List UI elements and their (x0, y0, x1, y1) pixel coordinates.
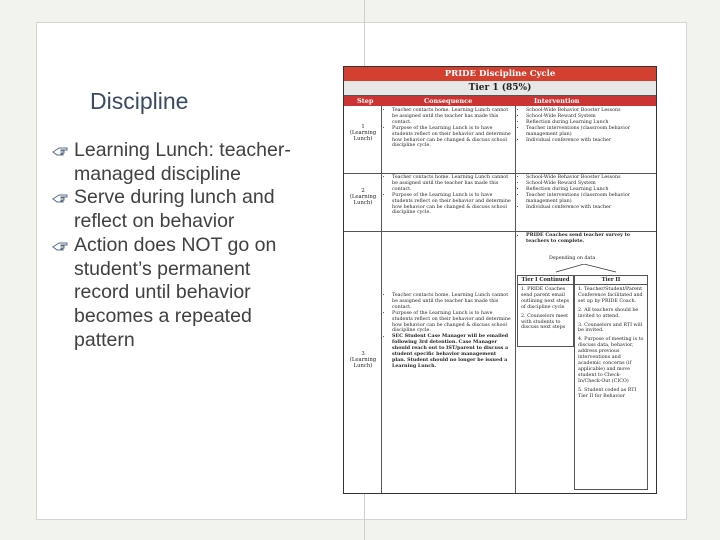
slide-title: Discipline (90, 88, 189, 114)
bullet-hand-icon (52, 145, 70, 156)
consequence-item: • Purpose of the Learning Lunch is to have students reflect on their behavior and determine how behavior can be changed & discuss school discipline cycle. (392, 126, 511, 150)
intervention-item: • Individual conference with teacher (526, 138, 653, 144)
tier2-heading: Tier II (575, 276, 647, 285)
intervention-item: • School-Wide Behavior Booster Lessons (526, 175, 653, 181)
table-row (344, 231, 656, 492)
consequence-item: • SEC Student Case Manager will be emailed following 3rd detention. Case Manager should reach out to IST/parent to discuss a student specific behavior management plan. Student should no longer be issued a Learning Lunch. (392, 334, 511, 369)
bullet-item (52, 139, 292, 186)
intervention-item: • School-Wide Reward System (526, 181, 653, 187)
column-header-step: Step (357, 97, 374, 105)
intervention-top (517, 233, 651, 245)
intervention-cell (517, 108, 653, 143)
depending-label: Depending on data (549, 256, 596, 261)
step-number: 3 (361, 351, 365, 357)
bullet-hand-icon (52, 192, 70, 203)
bullet-item (52, 186, 292, 233)
bullet-list (52, 139, 292, 352)
consequence-item: • Teacher contacts home. Learning Lunch cannot be assigned until the teacher has made this contact. (392, 175, 511, 193)
table-row (344, 106, 656, 174)
tier1-box (517, 275, 574, 347)
consequence-item: • Teacher contacts home. Learning Lunch cannot be assigned until the teacher has made this contact. (392, 293, 511, 311)
intervention-item: • Individual conference with teacher (526, 205, 653, 211)
consequence-item: • Purpose of the Learning Lunch is to have students reflect on their behavior and determine how behavior can be changed & discuss school discipline cycle. (392, 311, 511, 335)
step-number: 2 (361, 188, 365, 194)
column-header-consequence: Consequence (424, 97, 473, 105)
bullet-hand-icon (52, 240, 70, 251)
tier1-item: 1. PRIDE Coaches send parent email outlining next steps of discipline cycle (521, 287, 570, 310)
consequence-cell (383, 175, 511, 216)
table-row (344, 173, 656, 232)
intervention-item: • Reflection during Learning Lunch (526, 187, 653, 193)
step-number: 1 (361, 124, 365, 130)
tier2-item: 2. All teachers should be invited to attend. (578, 307, 639, 319)
doc-title: PRIDE Discipline Cycle (344, 67, 656, 81)
bullet-text: Learning Lunch: teacher-managed discipline (74, 139, 291, 185)
step-label: (Learning Lunch) (349, 130, 377, 142)
branch-arrows (546, 264, 626, 274)
bullet-item (52, 234, 292, 353)
intervention-cell (517, 175, 653, 210)
column-header-intervention: Intervention (534, 97, 580, 105)
step-cell (346, 351, 380, 369)
column-header-row (344, 96, 656, 106)
step-cell (346, 188, 380, 206)
intervention-item: • Teacher interventions (classroom behavior management plan) (526, 126, 653, 138)
consequence-cell (383, 293, 511, 370)
tier1-item: 2. Counselors meet with students to discuss next steps (521, 313, 568, 331)
intervention-item: • PRIDE Coaches send teacher survey to teachers to complete. (526, 233, 651, 245)
intervention-item: • Teacher interventions (classroom behavior management plan) (526, 193, 653, 205)
bullet-text: Action does NOT go on student’s permanent record until behavior becomes a repeated pattern (74, 233, 277, 351)
step-label: (Learning Lunch) (349, 194, 377, 206)
consequence-cell (383, 108, 511, 149)
intervention-item: • Reflection during Learning Lunch (526, 120, 653, 126)
doc-tier: Tier 1 (85%) (344, 81, 656, 96)
tier2-item: 5. Student coded as RTI Tier II for Behavior (578, 387, 637, 399)
tier2-item: 1. Teacher/Student/Parent Conference facilitated and set up by PRIDE Coach. (578, 287, 643, 304)
step-label: (Learning Lunch) (349, 357, 377, 369)
tier2-box (574, 275, 648, 490)
tier2-item: 4. Purpose of meeting is to discuss data, behavior, address previous interventions and academic concerns (if applicable) and move student to Check-In/Check-Out (CICO) (578, 337, 644, 384)
intervention-item: • School-Wide Behavior Booster Lessons (526, 108, 653, 114)
intervention-item: • School-Wide Reward System (526, 114, 653, 120)
consequence-item: • Teacher contacts home. Learning Lunch cannot be assigned until the teacher has made this contact. (392, 108, 511, 126)
discipline-cycle-document (343, 66, 657, 494)
consequence-item: • Purpose of the Learning Lunch is to have students reflect on their behavior and determine how behavior can be changed & discuss school discipline cycle. (392, 193, 511, 217)
tier2-item: 3. Counselors and RTI will be invited. (578, 322, 643, 334)
bullet-text: Serve during lunch and reflect on behavior (74, 186, 275, 233)
step-cell (346, 124, 380, 142)
tier1-heading: Tier I Continued (518, 276, 573, 285)
